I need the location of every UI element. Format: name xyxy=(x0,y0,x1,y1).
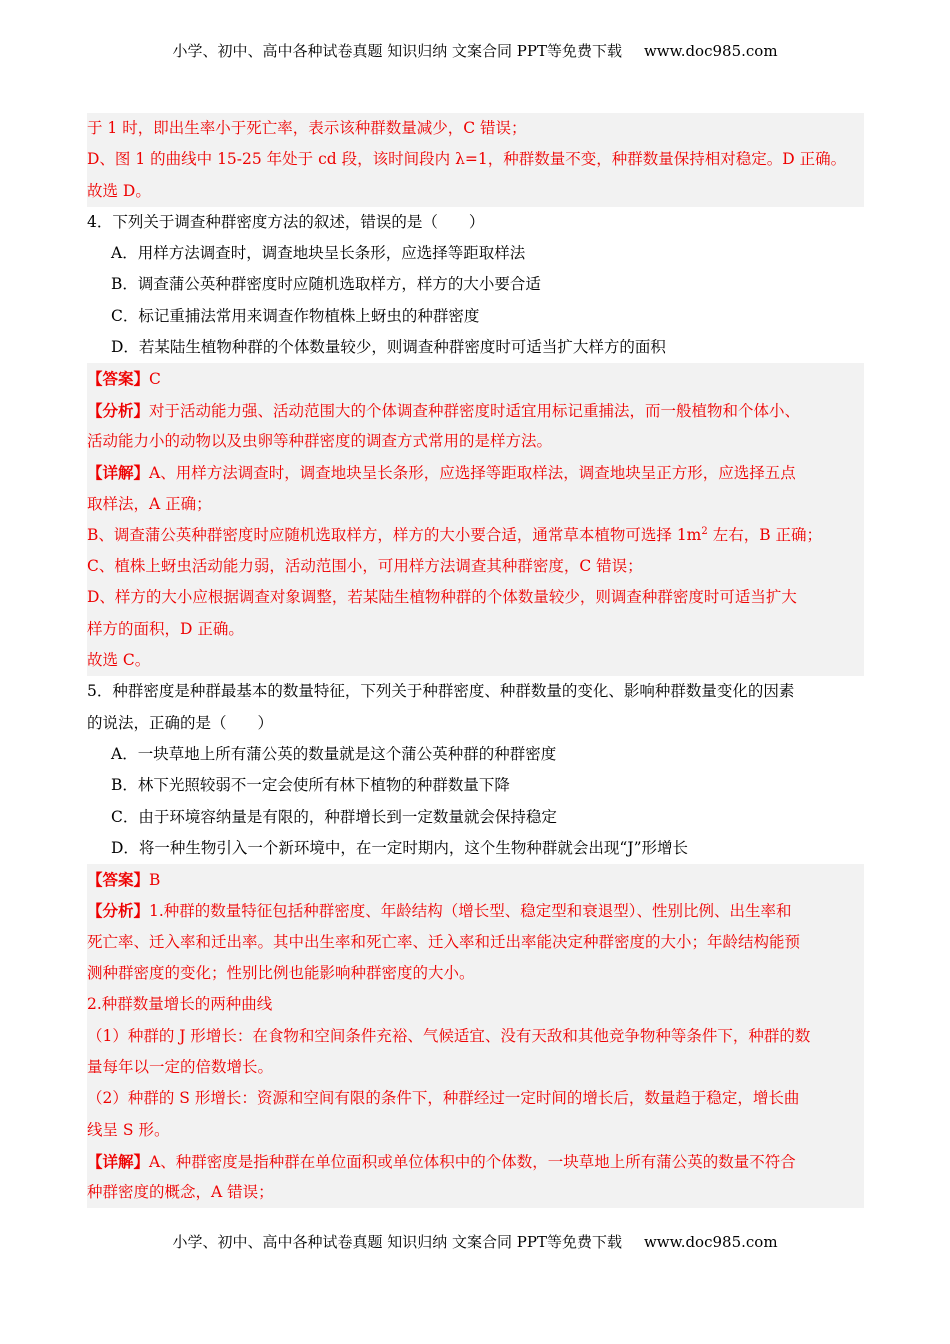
text-line: 取样法，A 正确； xyxy=(87,489,864,520)
analysis-tag: 【分析】 xyxy=(87,901,150,921)
analysis-text: 1.种群的数量特征包括种群密度、年龄结构（增长型、稳定型和衰退型）、性别比例、出生率和 xyxy=(149,902,792,921)
detail-line xyxy=(87,1146,864,1177)
page-footer xyxy=(0,1231,950,1252)
document-body xyxy=(87,113,864,1208)
header-site: www.doc985.com xyxy=(643,42,778,60)
question-4-option-b: B．调查蒲公英种群密度时应随机选取样方，样方的大小要合适 xyxy=(111,275,541,294)
text-line: （2）种群的 S 形增长：资源和空间有限的条件下，种群经过一定时间的增长后，数量趋于稳定，增长曲 xyxy=(87,1083,864,1114)
detail-tag: 【详解】 xyxy=(87,463,150,483)
answer-value: B xyxy=(149,871,161,890)
text-line: C、植株上蚜虫活动能力弱，活动范围小，可用样方法调查其种群密度，C 错误； xyxy=(87,551,864,582)
text-line: 2.种群数量增长的两种曲线 xyxy=(87,989,864,1020)
question-4-option-a: A．用样方法调查时，调查地块呈长条形，应选择等距取样法 xyxy=(111,244,526,263)
text-line: 测种群密度的变化；性别比例也能影响种群密度的大小。 xyxy=(87,958,864,989)
detail-line xyxy=(87,457,864,488)
question-5-stem: 5．种群密度是种群最基本的数量特征，下列关于种群密度、种群数量的变化、影响种群数量变化的因素 xyxy=(87,682,795,701)
answer-line xyxy=(87,363,864,394)
question-5-option-b: B．林下光照较弱不一定会使所有林下植物的种群数量下降 xyxy=(111,776,510,795)
text-line: 故选 C。 xyxy=(87,645,864,676)
question-5-option-a: A．一块草地上所有蒲公英的数量就是这个蒲公英种群的种群密度 xyxy=(111,744,557,763)
analysis-line xyxy=(87,395,864,426)
question-4-option-c: C．标记重捕法常用来调查作物植株上蚜虫的种群密度 xyxy=(111,306,480,325)
text-line: 死亡率、迁入率和迁出率。其中出生率和死亡率、迁入率和迁出率能决定种群密度的大小；年龄结构能预 xyxy=(87,927,864,958)
analysis-text: 对于活动能力强、活动范围大的个体调查种群密度时适宜用标记重捕法，而一般植物和个体小、 xyxy=(149,401,801,420)
text-line xyxy=(87,520,864,551)
question-5-stem-cont: 的说法，正确的是（ ） xyxy=(87,713,274,732)
question-4-option-d: D．若某陆生植物种群的个体数量较少，则调查种群密度时可适当扩大样方的面积 xyxy=(111,338,666,357)
text-segment: 左右，B 正确； xyxy=(707,525,823,544)
question-4-stem: 4．下列关于调查种群密度方法的叙述，错误的是（ ） xyxy=(87,212,485,231)
answer-value: C xyxy=(149,370,161,389)
answer-line xyxy=(87,864,864,895)
answer-tag: 【答案】 xyxy=(87,870,150,890)
analysis-line xyxy=(87,895,864,926)
text-line: D、样方的大小应根据调查对象调整，若某陆生植物种群的个体数量较少，则调查种群密度时可适当扩大 xyxy=(87,582,864,613)
detail-text: A、用样方法调查时，调查地块呈长条形，应选择等距取样法，调查地块呈正方形，应选择五点 xyxy=(149,464,796,483)
text-line: 于 1 时，即出生率小于死亡率，表示该种群数量减少，C 错误； xyxy=(87,113,864,144)
text-line: 故选 D。 xyxy=(87,176,864,207)
question-5-option-d: D．将一种生物引入一个新环境中，在一定时期内，这个生物种群就会出现“J”形增长 xyxy=(111,838,688,857)
analysis-tag: 【分析】 xyxy=(87,400,150,420)
detail-tag: 【详解】 xyxy=(87,1151,150,1171)
footer-text: 小学、初中、高中各种试卷真题 知识归纳 文案合同 PPT等免费下载 xyxy=(172,1233,622,1251)
detail-text: A、种群密度是指种群在单位面积或单位体积中的个体数，一块草地上所有蒲公英的数量不符合 xyxy=(149,1152,796,1171)
text-segment: B、调查蒲公英种群密度时应随机选取样方，样方的大小要合适，通常草本植物可选择 1m xyxy=(87,525,702,544)
question-5-option-c: C．由于环境容纳量是有限的，种群增长到一定数量就会保持稳定 xyxy=(111,807,557,826)
page-header xyxy=(0,40,950,61)
answer-tag: 【答案】 xyxy=(87,369,150,389)
text-line: 样方的面积，D 正确。 xyxy=(87,614,864,645)
text-line: 量每年以一定的倍数增长。 xyxy=(87,1052,864,1083)
text-line: 线呈 S 形。 xyxy=(87,1115,864,1146)
footer-site: www.doc985.com xyxy=(643,1233,778,1251)
superscript: 2 xyxy=(701,525,708,537)
text-line: 活动能力小的动物以及虫卵等种群密度的调查方式常用的是样方法。 xyxy=(87,426,864,457)
text-line: D、图 1 的曲线中 15-25 年处于 cd 段，该时间段内 λ=1，种群数量不变，种群数量保持相对稳定。D 正确。 xyxy=(87,144,864,175)
text-line: 种群密度的概念，A 错误； xyxy=(87,1177,864,1208)
text-line: （1）种群的 J 形增长：在食物和空间条件充裕、气候适宜、没有天敌和其他竞争物种等条件下，种群的数 xyxy=(87,1021,864,1052)
header-text: 小学、初中、高中各种试卷真题 知识归纳 文案合同 PPT等免费下载 xyxy=(172,42,622,60)
